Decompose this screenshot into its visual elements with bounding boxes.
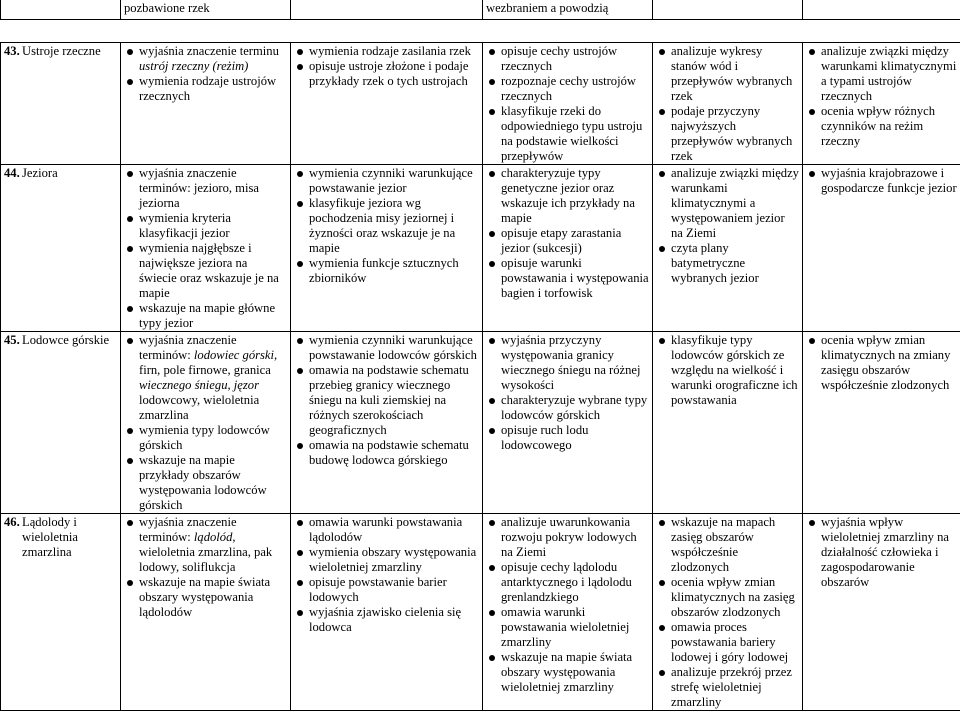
requirement-item: wymienia najgłębsze i największe jeziora na świecie oraz wskazuje je na mapie bbox=[139, 241, 287, 301]
top-cell-1 bbox=[1, 0, 121, 20]
requirement-cell bbox=[291, 165, 483, 332]
requirement-item: wyjaśnia przyczyny występowania granicy wiecznego śniegu na różnej wysokości bbox=[501, 333, 649, 393]
requirement-item: opisuje cechy lądolodu antarktycznego i lądolodu grenlandzkiego bbox=[501, 560, 649, 605]
requirement-item: wskazuje na mapie główne typy jezior bbox=[139, 301, 287, 331]
requirement-cell bbox=[483, 514, 653, 711]
top-cell-2-text: pozbawione rzek bbox=[124, 1, 210, 15]
requirement-list bbox=[486, 333, 649, 453]
requirement-item: opisuje etapy zarastania jezior (sukcesji) bbox=[501, 226, 649, 256]
requirement-cell bbox=[803, 43, 960, 165]
requirement-item: opisuje warunki powstawania i występowania bagien i torfowisk bbox=[501, 256, 649, 301]
requirement-list bbox=[656, 515, 799, 710]
requirement-item: podaje przyczyny najwyższych przepływów wybranych rzek bbox=[671, 104, 799, 164]
requirement-list bbox=[124, 166, 287, 331]
requirement-item: wyjaśnia zjawisko cielenia się lodowca bbox=[309, 605, 479, 635]
lesson-number: 45. bbox=[4, 333, 22, 348]
top-cell-5 bbox=[653, 0, 803, 20]
requirement-item: opisuje powstawanie barier lodowych bbox=[309, 575, 479, 605]
topic-cell bbox=[1, 43, 121, 165]
requirement-item: wyjaśnia znaczenie terminów: jezioro, misa jeziorna bbox=[139, 166, 287, 211]
requirement-list bbox=[656, 333, 799, 408]
requirement-cell bbox=[803, 165, 960, 332]
requirement-item: wymienia funkcje sztucznych zbiorników bbox=[309, 256, 479, 286]
requirement-item: omawia warunki powstawania lądolodów bbox=[309, 515, 479, 545]
requirement-item: opisuje ruch lodu lodowcowego bbox=[501, 423, 649, 453]
requirement-cell bbox=[653, 332, 803, 514]
requirement-item: ocenia wpływ zmian klimatycznych na zmiany zasięgu obszarów współcześnie zlodzonych bbox=[821, 333, 957, 393]
table-body bbox=[1, 43, 960, 711]
requirement-item: wskazuje na mapach zasięg obszarów współcześnie zlodzonych bbox=[671, 515, 799, 575]
requirement-list bbox=[124, 515, 287, 620]
requirement-cell bbox=[803, 514, 960, 711]
lesson-topic: Ustroje rzeczne bbox=[22, 44, 117, 59]
requirement-cell bbox=[483, 43, 653, 165]
requirement-item: charakteryzuje wybrane typy lodowców górskich bbox=[501, 393, 649, 423]
requirement-item: wymienia obszary występowania wieloletniej zmarzliny bbox=[309, 545, 479, 575]
requirement-item: wyjaśnia znaczenie terminów: lądolód, wieloletnia zmarzlina, pak lodowy, soliflukcja bbox=[139, 515, 287, 575]
requirement-item: wyjaśnia znaczenie terminu ustrój rzeczny (reżim) bbox=[139, 44, 287, 74]
requirement-list bbox=[294, 166, 479, 286]
requirement-list bbox=[486, 44, 649, 164]
requirement-item: wymienia rodzaje zasilania rzek bbox=[309, 44, 479, 59]
requirement-cell bbox=[121, 165, 291, 332]
requirement-item: omawia na podstawie schematu budowę lodowca górskiego bbox=[309, 438, 479, 468]
requirement-item: analizuje wykresy stanów wód i przepływów wybranych rzek bbox=[671, 44, 799, 104]
requirement-list bbox=[294, 515, 479, 635]
requirement-cell bbox=[483, 165, 653, 332]
requirement-item: klasyfikuje rzeki do odpowiedniego typu ustroju na podstawie wielkości przepływów bbox=[501, 104, 649, 164]
requirement-item: ocenia wpływ różnych czynników na reżim rzeczny bbox=[821, 104, 957, 149]
requirement-item: czyta plany batymetryczne wybranych jezior bbox=[671, 241, 799, 286]
requirement-cell bbox=[121, 332, 291, 514]
requirement-item: wyjaśnia krajobrazowe i gospodarcze funkcje jezior bbox=[821, 166, 957, 196]
lesson-number: 44. bbox=[4, 166, 22, 181]
requirement-item: analizuje związki między warunkami klimatycznymi a występowaniem jezior na Ziemi bbox=[671, 166, 799, 241]
requirement-list bbox=[806, 515, 957, 590]
requirement-cell bbox=[291, 332, 483, 514]
lesson-number: 43. bbox=[4, 44, 22, 59]
lesson-topic: Lodowce górskie bbox=[22, 333, 117, 348]
requirement-cell bbox=[121, 43, 291, 165]
requirement-list bbox=[486, 166, 649, 301]
table-row bbox=[1, 332, 960, 514]
requirement-item: wymienia kryteria klasyfikacji jezior bbox=[139, 211, 287, 241]
top-cell-2 bbox=[121, 0, 291, 20]
requirement-item: wymienia rodzaje ustrojów rzecznych bbox=[139, 74, 287, 104]
requirement-item: klasyfikuje typy lodowców górskich ze względu na wielkość i warunki orograficzne ich powstawania bbox=[671, 333, 799, 408]
requirement-cell bbox=[653, 165, 803, 332]
requirement-item: omawia proces powstawania bariery lodowej i góry lodowej bbox=[671, 620, 799, 665]
requirement-cell bbox=[121, 514, 291, 711]
requirement-item: wskazuje na mapie świata obszary występowania lądolodów bbox=[139, 575, 287, 620]
requirement-cell bbox=[483, 332, 653, 514]
requirement-item: wyjaśnia znaczenie terminów: lodowiec górski, firn, pole firnowe, granica wiecznego śniegu, jęzor lodowcowy, wieloletnia zmarzlina bbox=[139, 333, 287, 423]
requirement-item: opisuje ustroje złożone i podaje przykłady rzek o tych ustrojach bbox=[309, 59, 479, 89]
requirement-item: wymienia czynniki warunkujące powstawanie jezior bbox=[309, 166, 479, 196]
requirement-item: omawia na podstawie schematu przebieg granicy wiecznego śniegu na kuli ziemskiej na różnych szerokościach geograficznych bbox=[309, 363, 479, 438]
top-row bbox=[1, 0, 960, 20]
top-row-table bbox=[0, 0, 960, 20]
requirement-item: rozpoznaje cechy ustrojów rzecznych bbox=[501, 74, 649, 104]
table-row bbox=[1, 43, 960, 165]
requirement-item: wymienia typy lodowców górskich bbox=[139, 423, 287, 453]
requirement-item: omawia warunki powstawania wieloletniej zmarzliny bbox=[501, 605, 649, 650]
requirement-list bbox=[806, 166, 957, 196]
requirement-cell bbox=[291, 43, 483, 165]
top-cell-6 bbox=[803, 0, 960, 20]
table-row bbox=[1, 165, 960, 332]
requirement-item: analizuje przekrój przez strefę wieloletniej zmarzliny bbox=[671, 665, 799, 710]
requirement-list bbox=[124, 333, 287, 513]
requirement-item: wymienia czynniki warunkujące powstawanie lodowców górskich bbox=[309, 333, 479, 363]
lesson-number: 46. bbox=[4, 515, 22, 560]
topic-cell bbox=[1, 332, 121, 514]
requirement-cell bbox=[291, 514, 483, 711]
requirement-list bbox=[486, 515, 649, 695]
requirement-item: wskazuje na mapie świata obszary występowania wieloletniej zmarzliny bbox=[501, 650, 649, 695]
requirement-list bbox=[806, 44, 957, 149]
requirement-cell bbox=[653, 43, 803, 165]
requirement-cell bbox=[803, 332, 960, 514]
requirement-list bbox=[294, 333, 479, 468]
requirement-cell bbox=[653, 514, 803, 711]
requirement-list bbox=[806, 333, 957, 393]
requirement-item: analizuje związki między warunkami klimatycznymi a typami ustrojów rzecznych bbox=[821, 44, 957, 104]
requirement-item: analizuje uwarunkowania rozwoju pokryw lodowych na Ziemi bbox=[501, 515, 649, 560]
top-cell-3 bbox=[291, 0, 483, 20]
requirement-item: wskazuje na mapie przykłady obszarów występowania lodowców górskich bbox=[139, 453, 287, 513]
lesson-topic: Lądolody i wieloletnia zmarzlina bbox=[22, 515, 117, 560]
requirement-list bbox=[656, 166, 799, 286]
topic-cell bbox=[1, 165, 121, 332]
curriculum-table bbox=[0, 42, 960, 711]
requirement-item: ocenia wpływ zmian klimatycznych na zasięg obszarów zlodzonych bbox=[671, 575, 799, 620]
top-cell-4-text: wezbraniem a powodzią bbox=[486, 1, 608, 15]
requirement-list bbox=[656, 44, 799, 164]
requirement-item: wyjaśnia wpływ wieloletniej zmarzliny na działalność człowieka i zagospodarowanie obszarów bbox=[821, 515, 957, 590]
table-row bbox=[1, 514, 960, 711]
requirement-item: charakteryzuje typy genetyczne jezior oraz wskazuje ich przykłady na mapie bbox=[501, 166, 649, 226]
requirement-item: opisuje cechy ustrojów rzecznych bbox=[501, 44, 649, 74]
requirement-list bbox=[124, 44, 287, 104]
lesson-topic: Jeziora bbox=[22, 166, 117, 181]
requirement-item: klasyfikuje jeziora wg pochodzenia misy jeziornej i żyzności oraz wskazuje je na mapie bbox=[309, 196, 479, 256]
requirement-list bbox=[294, 44, 479, 89]
top-cell-4 bbox=[483, 0, 653, 20]
topic-cell bbox=[1, 514, 121, 711]
